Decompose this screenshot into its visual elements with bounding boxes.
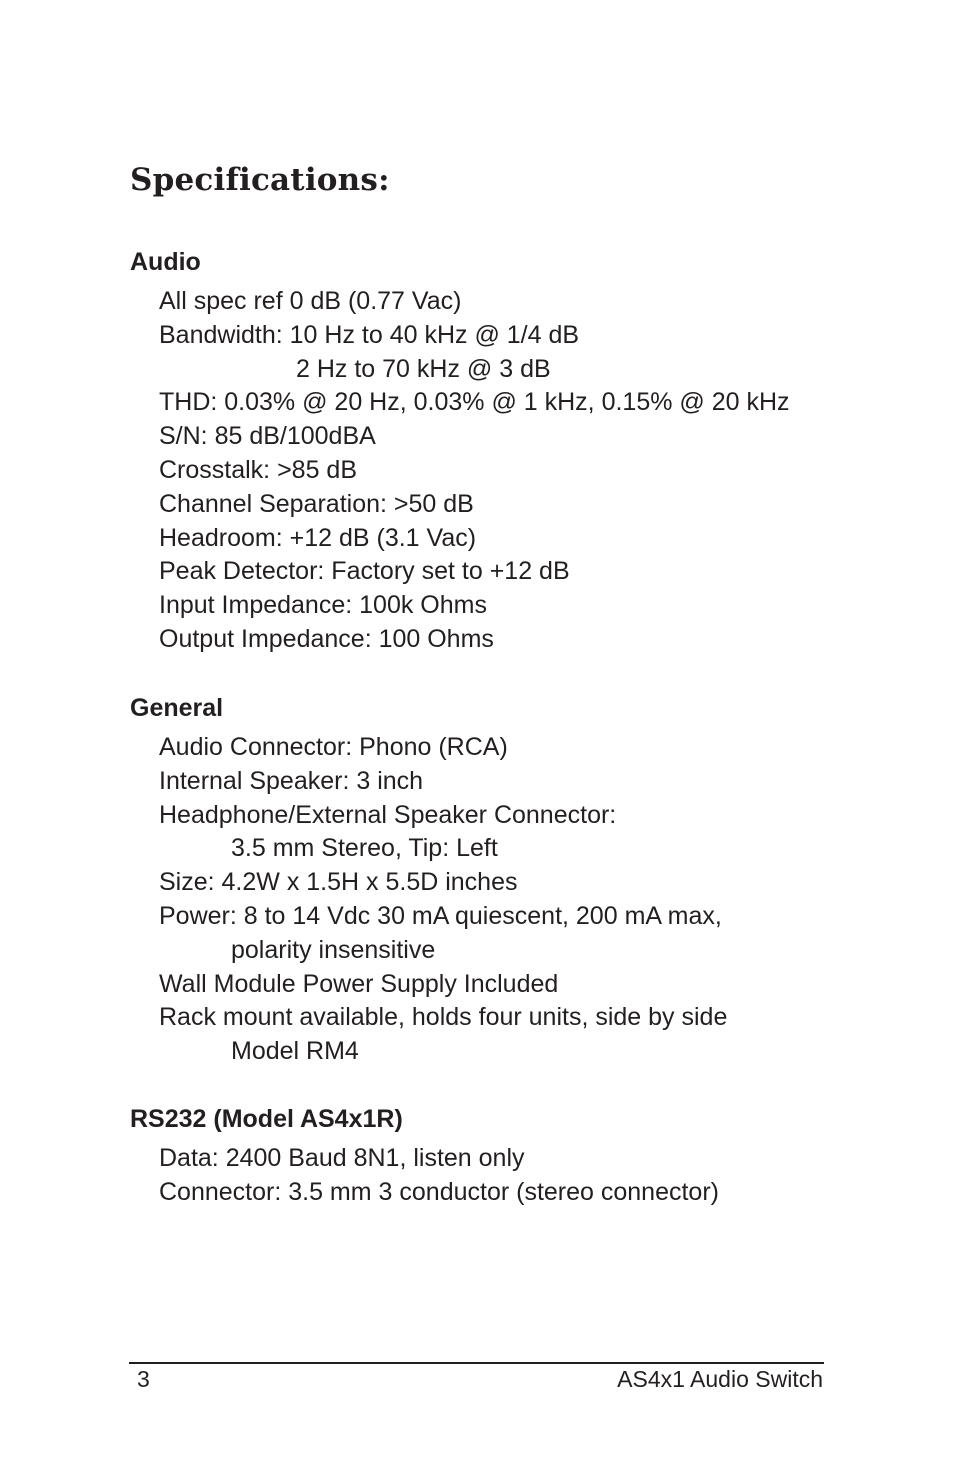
spec-line: THD: 0.03% @ 20 Hz, 0.03% @ 1 kHz, 0.15% @ 20 kHz [159, 388, 790, 417]
spec-line: S/N: 85 dB/100dBA [159, 422, 376, 451]
spec-line: Size: 4.2W x 1.5H x 5.5D inches [159, 868, 518, 897]
spec-line: Channel Separation: >50 dB [159, 489, 474, 518]
spec-line: Wall Module Power Supply Included [159, 969, 559, 998]
spec-line: All spec ref 0 dB (0.77 Vac) [159, 287, 462, 315]
spec-line-continuation: polarity insensitive [231, 935, 436, 964]
spec-line: Crosstalk: >85 dB [159, 455, 358, 484]
spec-line-continuation: 3.5 mm Stereo, Tip: Left [231, 834, 498, 863]
footer-page-number: 3 [137, 1366, 150, 1392]
section-heading-audio: Audio [130, 248, 201, 276]
footer-divider [129, 1362, 824, 1364]
audio-section [130, 245, 850, 657]
spec-line: Power: 8 to 14 Vdc 30 mA quiescent, 200 mA max, [159, 901, 722, 930]
spec-line: Output Impedance: 100 Ohms [159, 624, 494, 653]
spec-line: Input Impedance: 100k Ohms [159, 591, 487, 620]
section-heading-general: General [130, 694, 224, 722]
spec-line: Headroom: +12 dB (3.1 Vac) [159, 523, 477, 552]
footer-product-name: AS4x1 Audio Switch [617, 1366, 823, 1392]
rs232-section [130, 1102, 850, 1210]
spec-line: Connector: 3.5 mm 3 conductor (stereo connector) [159, 1177, 719, 1206]
spec-line: Internal Speaker: 3 inch [159, 766, 424, 795]
general-section [130, 691, 850, 1069]
spec-line-continuation: Model RM4 [231, 1037, 359, 1066]
section-heading-rs232: RS232 (Model AS4x1R) [130, 1105, 403, 1133]
spec-line-continuation: 2 Hz to 70 kHz @ 3 dB [296, 354, 551, 383]
spec-line: Audio Connector: Phono (RCA) [159, 733, 508, 761]
spec-line: Headphone/External Speaker Connector: [159, 800, 617, 829]
spec-line: Rack mount available, holds four units, side by side [159, 1003, 728, 1032]
spec-line: Peak Detector: Factory set to +12 dB [159, 557, 570, 586]
page-title: Specifications: [130, 162, 390, 198]
spec-line: Bandwidth: 10 Hz to 40 kHz @ 1/4 dB [159, 320, 580, 349]
spec-line: Data: 2400 Baud 8N1, listen only [159, 1144, 525, 1172]
